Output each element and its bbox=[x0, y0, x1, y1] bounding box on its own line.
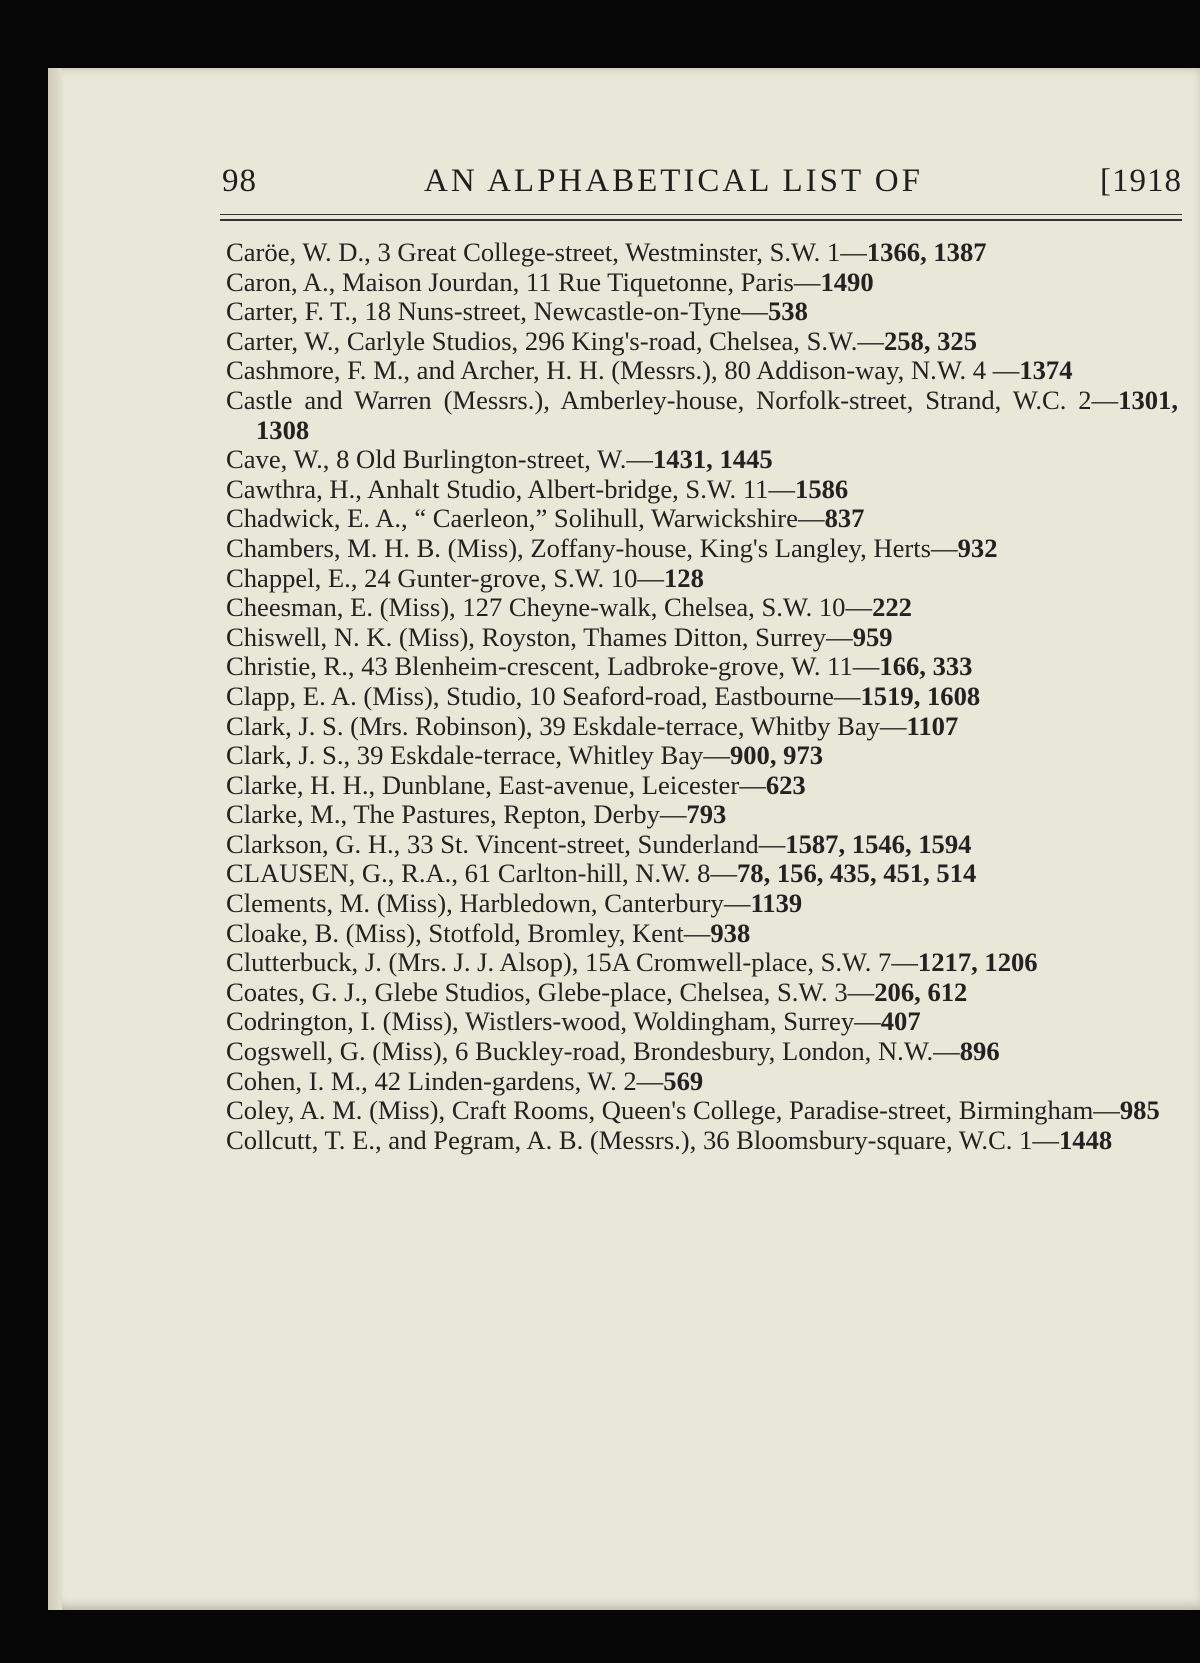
entry-numbers: 1490 bbox=[820, 266, 874, 297]
entry-name: Clarke, H. H., bbox=[226, 769, 376, 800]
entry-name: Chiswell, N. K. (Miss), bbox=[226, 621, 475, 652]
entry-address: Anhalt Studio, Albert-bridge, S.W. 11— bbox=[367, 473, 796, 504]
entry-numbers: 407 bbox=[880, 1006, 921, 1037]
entry-numbers: 78, 156, 435, 451, 514 bbox=[736, 858, 977, 889]
entry-address: 24 Gunter-grove, S.W. 10— bbox=[364, 562, 664, 593]
list-entry bbox=[226, 859, 1178, 889]
entry-numbers: 837 bbox=[824, 503, 865, 534]
entry-numbers: 1374 bbox=[1019, 355, 1073, 386]
entry-name: Clark, J. S., bbox=[226, 740, 351, 771]
entry-address: Craft Rooms, Queen's College, Paradise-street, Birmingham— bbox=[451, 1095, 1120, 1126]
entry-numbers: 896 bbox=[959, 1036, 1000, 1067]
list-entry bbox=[226, 1126, 1178, 1156]
entry-address: The Pastures, Repton, Derby— bbox=[353, 799, 687, 830]
entry-name: Cohen, I. M., bbox=[226, 1065, 368, 1096]
entry-name: Christie, R., bbox=[226, 651, 355, 682]
list-entry bbox=[226, 1067, 1178, 1097]
entry-numbers: 1107 bbox=[906, 710, 959, 741]
entry-name: Cheesman, E. (Miss), bbox=[226, 592, 456, 623]
entry-name: Cogswell, G. (Miss), bbox=[226, 1036, 449, 1067]
list-entry bbox=[226, 268, 1178, 298]
list-entry bbox=[226, 1037, 1178, 1067]
entry-numbers: 900, 973 bbox=[729, 740, 824, 771]
header-rule-thick bbox=[220, 219, 1182, 221]
list-entry bbox=[226, 1096, 1178, 1126]
entry-numbers: 938 bbox=[710, 917, 751, 948]
list-entry bbox=[226, 771, 1178, 801]
list-entry bbox=[226, 327, 1178, 357]
entry-numbers: 1519, 1608 bbox=[860, 680, 981, 711]
entry-name: Clutterbuck, J. (Mrs. J. J. Alsop), bbox=[226, 947, 579, 978]
entry-address: Zoffany-house, King's Langley, Herts— bbox=[530, 532, 958, 563]
entry-address: 43 Blenheim-crescent, Ladbroke-grove, W. 11— bbox=[361, 651, 880, 682]
list-entry bbox=[226, 593, 1178, 623]
entry-name: Collcutt, T. E., and Pegram, A. B. (Messrs.), bbox=[226, 1124, 697, 1155]
list-entry bbox=[226, 1007, 1178, 1037]
entry-list bbox=[226, 238, 1178, 1478]
list-entry bbox=[226, 919, 1178, 949]
entry-numbers: 1448 bbox=[1059, 1124, 1113, 1155]
entry-numbers: 1301, 1308 bbox=[256, 384, 1178, 445]
list-entry bbox=[226, 238, 1178, 268]
entry-address: Harbledown, Canterbury— bbox=[459, 888, 751, 919]
entry-address: 127 Cheyne-walk, Chelsea, S.W. 10— bbox=[462, 592, 873, 623]
entry-address: Studio, 10 Seaford-road, Eastbourne— bbox=[446, 680, 861, 711]
entry-address: 6 Buckley-road, Brondesbury, London, N.W.— bbox=[455, 1036, 960, 1067]
entry-name: Carter, F. T., bbox=[226, 296, 358, 327]
entry-address: Wistlers-wood, Woldingham, Surrey— bbox=[464, 1006, 881, 1037]
list-entry bbox=[226, 386, 1178, 445]
list-entry bbox=[226, 712, 1178, 742]
entry-numbers: 985 bbox=[1119, 1095, 1160, 1126]
entry-numbers: 793 bbox=[686, 799, 727, 830]
entry-name: Clarke, M., bbox=[226, 799, 348, 830]
list-entry bbox=[226, 682, 1178, 712]
list-entry bbox=[226, 504, 1178, 534]
entry-address: 80 Addison-way, N.W. 4 — bbox=[724, 355, 1020, 386]
entry-address: 8 Old Burlington-street, W.— bbox=[336, 444, 653, 475]
entry-name: Chadwick, E. A., bbox=[226, 503, 408, 534]
entry-numbers: 1587, 1546, 1594 bbox=[785, 828, 972, 859]
entry-name: Caron, A., bbox=[226, 266, 336, 297]
entry-address: 39 Eskdale-terrace, Whitby Bay— bbox=[539, 710, 907, 741]
entry-numbers: 569 bbox=[663, 1065, 704, 1096]
entry-name: Clark, J. S. (Mrs. Robinson), bbox=[226, 710, 533, 741]
list-entry bbox=[226, 889, 1178, 919]
entry-address: 3 Great College-street, Westminster, S.W. 1— bbox=[377, 237, 867, 267]
entry-numbers: 1139 bbox=[750, 888, 803, 919]
entry-numbers: 1586 bbox=[795, 473, 849, 504]
entry-numbers: 623 bbox=[765, 769, 806, 800]
entry-name: Coley, A. M. (Miss), bbox=[226, 1095, 446, 1126]
entry-address: Dunblane, East-avenue, Leicester— bbox=[381, 769, 766, 800]
entry-numbers: 206, 612 bbox=[874, 976, 968, 1007]
entry-name: Cawthra, H., bbox=[226, 473, 362, 504]
entry-name: Cave, W., bbox=[226, 444, 330, 475]
entry-address: “ Caerleon,” Solihull, Warwickshire— bbox=[414, 503, 825, 534]
entry-numbers: 258, 325 bbox=[883, 325, 978, 356]
list-entry bbox=[226, 445, 1178, 475]
entry-name: Cloake, B. (Miss), bbox=[226, 917, 422, 948]
entry-address: 39 Eskdale-terrace, Whitley Bay— bbox=[356, 740, 730, 771]
entry-address: Maison Jourdan, 11 Rue Tiquetonne, Paris— bbox=[341, 266, 821, 297]
entry-name: Cashmore, F. M., and Archer, H. H. (Messrs.), bbox=[226, 355, 718, 386]
entry-numbers: 1431, 1445 bbox=[652, 444, 773, 475]
entry-address: Royston, Thames Ditton, Surrey— bbox=[481, 621, 853, 652]
entry-numbers: 128 bbox=[663, 562, 704, 593]
list-entry bbox=[226, 652, 1178, 682]
entry-address: 42 Linden-gardens, W. 2— bbox=[374, 1065, 664, 1096]
list-entry bbox=[226, 534, 1178, 564]
list-entry bbox=[226, 978, 1178, 1008]
entry-name: Coates, G. J., bbox=[226, 976, 368, 1007]
entry-address: 18 Nuns-street, Newcastle-on-Tyne— bbox=[364, 296, 768, 327]
entry-name: Chambers, M. H. B. (Miss), bbox=[226, 532, 524, 563]
page-header bbox=[222, 163, 1182, 207]
list-entry bbox=[226, 623, 1178, 653]
entry-numbers: 222 bbox=[872, 592, 912, 623]
entry-name: Clements, M. (Miss), bbox=[226, 888, 453, 919]
list-entry bbox=[226, 948, 1178, 978]
entry-name: Clapp, E. A. (Miss), bbox=[226, 680, 440, 711]
entry-address: R.A., 61 Carlton-hill, N.W. 8— bbox=[401, 858, 737, 889]
year-marker: [1918 bbox=[1100, 163, 1182, 199]
entry-address: Carlyle Studios, 296 King's-road, Chelsea, S.W.— bbox=[346, 325, 884, 356]
header-rule-thin bbox=[220, 214, 1182, 215]
entry-name: Chappel, E., bbox=[226, 562, 358, 593]
list-entry bbox=[226, 356, 1178, 386]
list-entry bbox=[226, 475, 1178, 505]
entry-name: Carter, W., bbox=[226, 325, 341, 356]
entry-numbers: 1366, 1387 bbox=[866, 237, 987, 267]
list-entry bbox=[226, 830, 1178, 860]
entry-name: Codrington, I. (Miss), bbox=[226, 1006, 459, 1037]
entry-address: 33 St. Vincent-street, Sunderland— bbox=[406, 828, 786, 859]
list-entry bbox=[226, 800, 1178, 830]
entry-address: Amberley-house, Norfolk-street, Strand, W.C. 2— bbox=[560, 384, 1119, 415]
entry-numbers: 166, 333 bbox=[879, 651, 973, 682]
entry-name: Caröe, W. D., bbox=[226, 237, 371, 267]
entry-numbers: 932 bbox=[957, 532, 998, 563]
list-entry bbox=[226, 297, 1178, 327]
list-entry bbox=[226, 741, 1178, 771]
list-entry bbox=[226, 564, 1178, 594]
entry-name: CLAUSEN, G., bbox=[226, 858, 395, 889]
entry-name: Castle and Warren (Messrs.), bbox=[226, 384, 550, 415]
entry-address: 15A Cromwell-place, S.W. 7— bbox=[585, 947, 918, 978]
entry-numbers: 538 bbox=[767, 296, 808, 327]
entry-name: Clarkson, G. H., bbox=[226, 828, 401, 859]
entry-address: Glebe Studios, Glebe-place, Chelsea, S.W. 3— bbox=[374, 976, 875, 1007]
entry-address: 36 Bloomsbury-square, W.C. 1— bbox=[702, 1124, 1059, 1155]
running-title: AN ALPHABETICAL LIST OF bbox=[424, 163, 923, 199]
entry-numbers: 1217, 1206 bbox=[917, 947, 1038, 978]
entry-numbers: 959 bbox=[852, 621, 893, 652]
page-gutter-edge bbox=[48, 68, 62, 1610]
entry-address: Stotfold, Bromley, Kent— bbox=[428, 917, 711, 948]
page-number: 98 bbox=[222, 163, 257, 199]
